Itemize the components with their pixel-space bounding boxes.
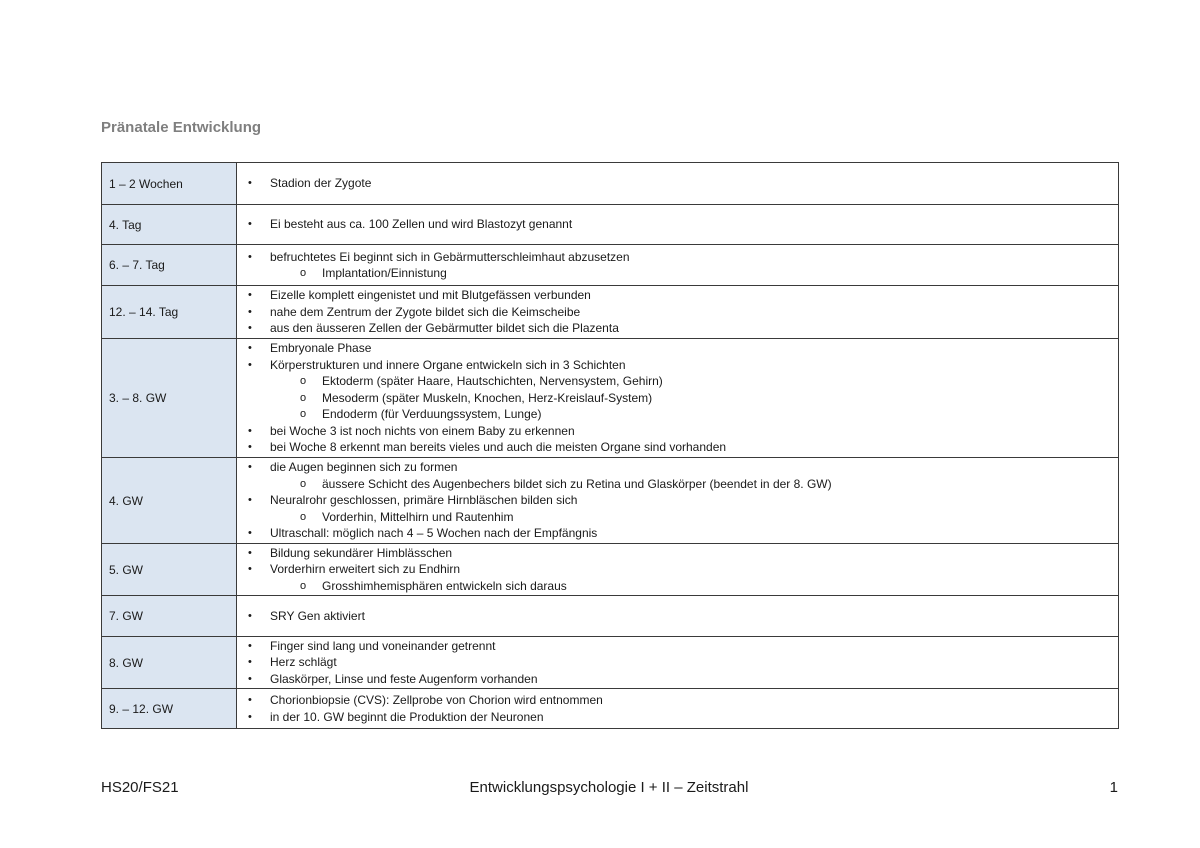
period-cell: 4. Tag — [102, 205, 237, 245]
event-list-item — [237, 525, 1118, 542]
event-list-item — [237, 175, 1118, 192]
sub-event-item: o äussere Schicht des Augenbechers bildet sich zu Retina und Glaskörper (beendet in der 8. GW) — [270, 476, 1118, 493]
period-cell: 7. GW — [102, 596, 237, 637]
event-text: nahe dem Zentrum der Zygote bildet sich die Keimscheibe — [270, 304, 581, 319]
period-cell: 4. GW — [102, 458, 237, 544]
timeline-row — [102, 458, 1119, 544]
event-list-item — [237, 304, 1118, 321]
events-cell — [237, 245, 1119, 286]
event-list-item — [237, 638, 1118, 655]
event-text: Herz schlägt — [270, 655, 337, 670]
timeline-row — [102, 286, 1119, 339]
event-text: Bildung sekundärer Himblässchen — [270, 545, 453, 560]
footer-page-number: 1 — [1109, 779, 1118, 796]
event-list — [237, 692, 1118, 725]
sub-event-list — [270, 476, 1118, 493]
event-list-item — [237, 287, 1118, 304]
timeline-row — [102, 544, 1119, 596]
events-cell — [237, 637, 1119, 689]
event-list-item — [237, 545, 1118, 562]
timeline-row — [102, 205, 1119, 245]
event-text: Körperstrukturen und innere Organe entwickeln sich in 3 Schichten — [270, 357, 626, 372]
event-list-item — [237, 709, 1118, 726]
event-list-item — [237, 654, 1118, 671]
timeline-row — [102, 637, 1119, 689]
event-text: bei Woche 3 ist noch nichts von einem Baby zu erkennen — [270, 423, 575, 438]
event-text: Eizelle komplett eingenistet und mit Blutgefässen verbunden — [270, 288, 591, 303]
period-cell: 9. – 12. GW — [102, 689, 237, 729]
period-cell: 1 – 2 Wochen — [102, 163, 237, 205]
event-list — [237, 608, 1118, 625]
event-text: SRY Gen aktiviert — [270, 608, 365, 623]
event-list — [237, 175, 1118, 192]
sub-event-item: o Vorderhin, Mittelhirn und Rautenhim — [270, 509, 1118, 526]
event-list — [237, 340, 1118, 456]
event-list-item — [237, 423, 1118, 440]
event-list-item — [237, 561, 1118, 594]
event-text: in der 10. GW beginnt die Produktion der Neuronen — [270, 709, 544, 724]
event-list — [237, 249, 1118, 282]
event-list-item — [237, 216, 1118, 233]
sub-event-list — [270, 509, 1118, 526]
events-cell — [237, 596, 1119, 637]
event-text: Stadion der Zygote — [270, 176, 372, 191]
sub-event-list — [270, 373, 1118, 423]
timeline-row — [102, 339, 1119, 458]
event-text: befruchtetes Ei beginnt sich in Gebärmutterschleimhaut abzusetzen — [270, 249, 630, 264]
timeline-row — [102, 689, 1119, 729]
event-text: Embryonale Phase — [270, 341, 372, 356]
event-list — [237, 638, 1118, 688]
events-cell — [237, 286, 1119, 339]
event-list-item — [237, 249, 1118, 282]
event-list-item — [237, 357, 1118, 423]
event-text: Ei besteht aus ca. 100 Zellen und wird Blastozyt genannt — [270, 217, 573, 232]
event-text: bei Woche 8 erkennt man bereits vieles und auch die meisten Organe sind vorhanden — [270, 440, 727, 455]
events-cell — [237, 163, 1119, 205]
event-list — [237, 216, 1118, 233]
event-list-item — [237, 492, 1118, 525]
event-list-item — [237, 671, 1118, 688]
sub-event-list — [270, 265, 1118, 282]
period-cell: 8. GW — [102, 637, 237, 689]
event-list-item — [237, 340, 1118, 357]
timeline-row — [102, 245, 1119, 286]
sub-event-item: o Mesoderm (später Muskeln, Knochen, Herz-Kreislauf-System) — [270, 390, 1118, 407]
sub-event-item: o Ektoderm (später Haare, Hautschichten, Nervensystem, Gehirn) — [270, 373, 1118, 390]
sub-event-item: o Grosshimhemisphären entwickeln sich daraus — [270, 578, 1118, 595]
event-list-item — [237, 439, 1118, 456]
events-cell — [237, 339, 1119, 458]
period-cell: 3. – 8. GW — [102, 339, 237, 458]
timeline-row — [102, 163, 1119, 205]
event-list-item — [237, 608, 1118, 625]
event-list — [237, 287, 1118, 337]
sub-event-item: o Implantation/Einnistung — [270, 265, 1118, 282]
event-text: die Augen beginnen sich zu formen — [270, 460, 458, 475]
events-cell — [237, 544, 1119, 596]
timeline-body — [102, 163, 1119, 729]
event-list — [237, 459, 1118, 542]
timeline-row — [102, 596, 1119, 637]
event-text: Ultraschall: möglich nach 4 – 5 Wochen nach der Empfängnis — [270, 526, 598, 541]
footer-course-title: Entwicklungspsychologie I + II – Zeitstrahl — [469, 779, 749, 796]
events-cell — [237, 458, 1119, 544]
event-text: Finger sind lang und voneinander getrennt — [270, 638, 496, 653]
footer-semester: HS20/FS21 — [101, 779, 179, 796]
event-text: Neuralrohr geschlossen, primäre Hirnbläschen bilden sich — [270, 493, 578, 508]
sub-event-item: o Endoderm (für Verduungssystem, Lunge) — [270, 406, 1118, 423]
sub-event-list — [270, 578, 1118, 595]
event-text: Glaskörper, Linse und feste Augenform vorhanden — [270, 671, 538, 686]
event-text: Vorderhirn erweitert sich zu Endhirn — [270, 562, 461, 577]
period-cell: 5. GW — [102, 544, 237, 596]
event-list-item — [237, 320, 1118, 337]
event-list — [237, 545, 1118, 595]
period-cell: 6. – 7. Tag — [102, 245, 237, 286]
period-cell: 12. – 14. Tag — [102, 286, 237, 339]
document-title: Pränatale Entwicklung — [101, 119, 262, 136]
event-text: Chorionbiopsie (CVS): Zellprobe von Chorion wird entnommen — [270, 693, 603, 707]
events-cell — [237, 689, 1119, 729]
event-list-item — [237, 459, 1118, 492]
timeline-table — [101, 162, 1119, 729]
events-cell — [237, 205, 1119, 245]
event-list-item — [237, 692, 1118, 709]
event-text: aus den äusseren Zellen der Gebärmutter bildet sich die Plazenta — [270, 321, 619, 336]
